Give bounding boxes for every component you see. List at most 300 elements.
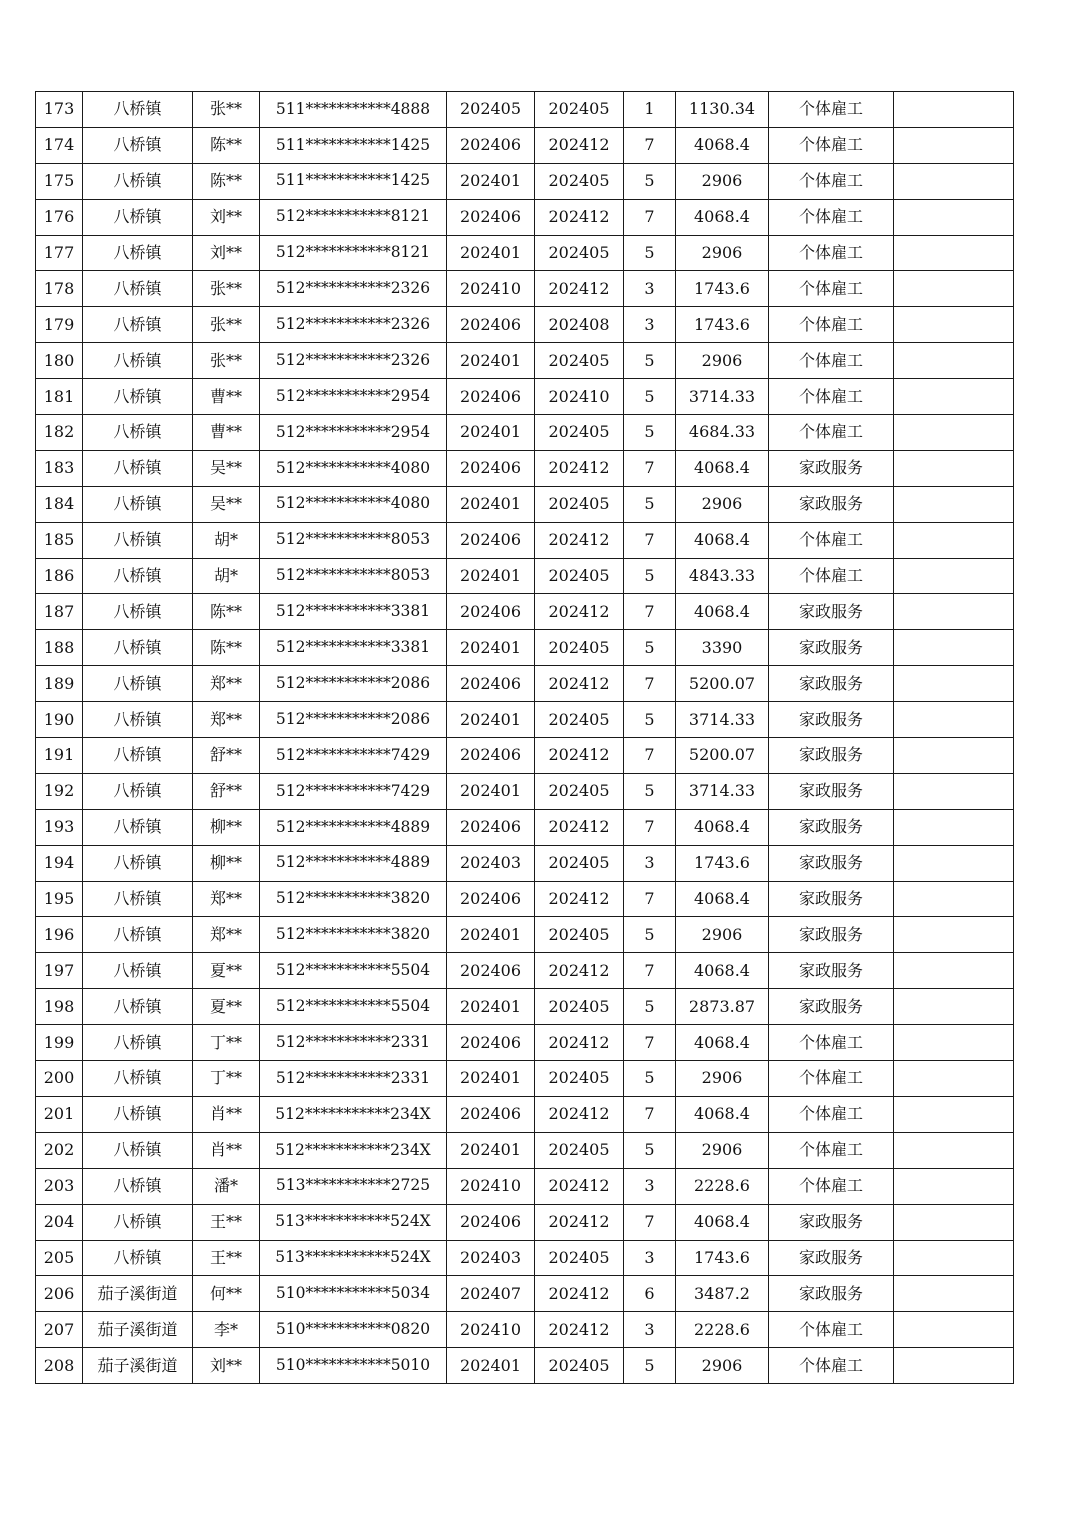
id-number-cell: 511***********4888 (260, 92, 447, 128)
end-month-cell: 202410 (535, 379, 624, 415)
remark-cell (894, 881, 1014, 917)
row-number-cell: 200 (36, 1061, 83, 1097)
remark-cell (894, 1204, 1014, 1240)
end-month-cell: 202412 (535, 1312, 624, 1348)
row-number-cell: 204 (36, 1204, 83, 1240)
month-count-cell: 3 (624, 271, 676, 307)
row-number-cell: 177 (36, 235, 83, 271)
month-count-cell: 7 (624, 738, 676, 774)
category-cell: 家政服务 (769, 1276, 894, 1312)
remark-cell (894, 809, 1014, 845)
table-row (36, 1061, 1014, 1097)
name-cell: 肖** (193, 1096, 260, 1132)
start-month-cell: 202401 (447, 163, 535, 199)
town-cell: 八桥镇 (83, 558, 193, 594)
table-row (36, 881, 1014, 917)
month-count-cell: 7 (624, 450, 676, 486)
month-count-cell: 5 (624, 415, 676, 451)
row-number-cell: 182 (36, 415, 83, 451)
category-cell: 家政服务 (769, 702, 894, 738)
id-number-cell: 512***********234X (260, 1096, 447, 1132)
id-number-cell: 512***********2954 (260, 379, 447, 415)
end-month-cell: 202405 (535, 702, 624, 738)
id-number-cell: 512***********8121 (260, 235, 447, 271)
town-cell: 茄子溪街道 (83, 1348, 193, 1384)
start-month-cell: 202401 (447, 486, 535, 522)
town-cell: 八桥镇 (83, 1061, 193, 1097)
remark-cell (894, 953, 1014, 989)
remark-cell (894, 702, 1014, 738)
start-month-cell: 202410 (447, 271, 535, 307)
name-cell: 郑** (193, 881, 260, 917)
amount-cell: 2906 (676, 343, 769, 379)
id-number-cell: 512***********2326 (260, 307, 447, 343)
town-cell: 八桥镇 (83, 738, 193, 774)
month-count-cell: 3 (624, 1240, 676, 1276)
table-row (36, 1348, 1014, 1384)
month-count-cell: 3 (624, 307, 676, 343)
remark-cell (894, 558, 1014, 594)
remark-cell (894, 1061, 1014, 1097)
end-month-cell: 202405 (535, 1132, 624, 1168)
id-number-cell: 512***********2331 (260, 1061, 447, 1097)
category-cell: 个体雇工 (769, 1168, 894, 1204)
start-month-cell: 202406 (447, 881, 535, 917)
amount-cell: 3487.2 (676, 1276, 769, 1312)
month-count-cell: 7 (624, 127, 676, 163)
town-cell: 茄子溪街道 (83, 1276, 193, 1312)
amount-cell: 4068.4 (676, 1204, 769, 1240)
table-row (36, 127, 1014, 163)
remark-cell (894, 379, 1014, 415)
name-cell: 胡* (193, 558, 260, 594)
start-month-cell: 202406 (447, 307, 535, 343)
name-cell: 胡* (193, 522, 260, 558)
id-number-cell: 511***********1425 (260, 127, 447, 163)
id-number-cell: 512***********4080 (260, 486, 447, 522)
row-number-cell: 208 (36, 1348, 83, 1384)
category-cell: 个体雇工 (769, 1132, 894, 1168)
month-count-cell: 5 (624, 1132, 676, 1168)
table-row (36, 666, 1014, 702)
row-number-cell: 175 (36, 163, 83, 199)
month-count-cell: 5 (624, 1061, 676, 1097)
id-number-cell: 511***********1425 (260, 163, 447, 199)
end-month-cell: 202405 (535, 773, 624, 809)
start-month-cell: 202407 (447, 1276, 535, 1312)
name-cell: 刘** (193, 235, 260, 271)
end-month-cell: 202405 (535, 415, 624, 451)
amount-cell: 1743.6 (676, 307, 769, 343)
id-number-cell: 512***********5504 (260, 953, 447, 989)
table-row (36, 92, 1014, 128)
end-month-cell: 202405 (535, 917, 624, 953)
amount-cell: 5200.07 (676, 666, 769, 702)
amount-cell: 2906 (676, 163, 769, 199)
name-cell: 张** (193, 92, 260, 128)
id-number-cell: 512***********3381 (260, 630, 447, 666)
end-month-cell: 202405 (535, 558, 624, 594)
name-cell: 陈** (193, 594, 260, 630)
end-month-cell: 202405 (535, 989, 624, 1025)
category-cell: 家政服务 (769, 953, 894, 989)
table-row (36, 630, 1014, 666)
remark-cell (894, 271, 1014, 307)
table-body (36, 92, 1014, 1384)
amount-cell: 4684.33 (676, 415, 769, 451)
category-cell: 家政服务 (769, 809, 894, 845)
id-number-cell: 512***********2331 (260, 1025, 447, 1061)
town-cell: 八桥镇 (83, 917, 193, 953)
remark-cell (894, 1025, 1014, 1061)
remark-cell (894, 989, 1014, 1025)
remark-cell (894, 92, 1014, 128)
row-number-cell: 191 (36, 738, 83, 774)
town-cell: 八桥镇 (83, 594, 193, 630)
remark-cell (894, 235, 1014, 271)
id-number-cell: 510***********0820 (260, 1312, 447, 1348)
table-row (36, 845, 1014, 881)
town-cell: 八桥镇 (83, 1240, 193, 1276)
town-cell: 八桥镇 (83, 163, 193, 199)
category-cell: 家政服务 (769, 773, 894, 809)
table-row (36, 594, 1014, 630)
row-number-cell: 196 (36, 917, 83, 953)
start-month-cell: 202406 (447, 199, 535, 235)
start-month-cell: 202401 (447, 630, 535, 666)
start-month-cell: 202401 (447, 989, 535, 1025)
table-row (36, 271, 1014, 307)
table-row (36, 1132, 1014, 1168)
town-cell: 八桥镇 (83, 92, 193, 128)
start-month-cell: 202406 (447, 522, 535, 558)
row-number-cell: 180 (36, 343, 83, 379)
id-number-cell: 512***********2086 (260, 702, 447, 738)
amount-cell: 3714.33 (676, 702, 769, 738)
name-cell: 刘** (193, 1348, 260, 1384)
month-count-cell: 5 (624, 773, 676, 809)
category-cell: 个体雇工 (769, 1025, 894, 1061)
name-cell: 夏** (193, 989, 260, 1025)
month-count-cell: 5 (624, 379, 676, 415)
id-number-cell: 512***********4889 (260, 845, 447, 881)
month-count-cell: 5 (624, 630, 676, 666)
row-number-cell: 173 (36, 92, 83, 128)
start-month-cell: 202403 (447, 1240, 535, 1276)
town-cell: 八桥镇 (83, 486, 193, 522)
town-cell: 八桥镇 (83, 845, 193, 881)
month-count-cell: 5 (624, 486, 676, 522)
start-month-cell: 202406 (447, 1096, 535, 1132)
amount-cell: 2906 (676, 1132, 769, 1168)
end-month-cell: 202405 (535, 92, 624, 128)
table-row (36, 917, 1014, 953)
row-number-cell: 198 (36, 989, 83, 1025)
name-cell: 丁** (193, 1025, 260, 1061)
category-cell: 个体雇工 (769, 522, 894, 558)
month-count-cell: 7 (624, 522, 676, 558)
name-cell: 郑** (193, 666, 260, 702)
category-cell: 个体雇工 (769, 1312, 894, 1348)
category-cell: 家政服务 (769, 486, 894, 522)
name-cell: 王** (193, 1204, 260, 1240)
name-cell: 肖** (193, 1132, 260, 1168)
row-number-cell: 189 (36, 666, 83, 702)
category-cell: 家政服务 (769, 666, 894, 702)
month-count-cell: 5 (624, 702, 676, 738)
row-number-cell: 174 (36, 127, 83, 163)
name-cell: 何** (193, 1276, 260, 1312)
table-row (36, 486, 1014, 522)
name-cell: 曹** (193, 415, 260, 451)
town-cell: 八桥镇 (83, 881, 193, 917)
table-row (36, 738, 1014, 774)
end-month-cell: 202412 (535, 881, 624, 917)
end-month-cell: 202405 (535, 235, 624, 271)
remark-cell (894, 1240, 1014, 1276)
table-row (36, 379, 1014, 415)
row-number-cell: 185 (36, 522, 83, 558)
category-cell: 家政服务 (769, 1240, 894, 1276)
start-month-cell: 202410 (447, 1312, 535, 1348)
town-cell: 茄子溪街道 (83, 1312, 193, 1348)
table-row (36, 1168, 1014, 1204)
town-cell: 八桥镇 (83, 271, 193, 307)
start-month-cell: 202401 (447, 1132, 535, 1168)
name-cell: 柳** (193, 845, 260, 881)
id-number-cell: 512***********2086 (260, 666, 447, 702)
town-cell: 八桥镇 (83, 1204, 193, 1240)
start-month-cell: 202406 (447, 127, 535, 163)
name-cell: 柳** (193, 809, 260, 845)
start-month-cell: 202406 (447, 738, 535, 774)
amount-cell: 3714.33 (676, 773, 769, 809)
category-cell: 个体雇工 (769, 1348, 894, 1384)
start-month-cell: 202406 (447, 1204, 535, 1240)
table-row (36, 1240, 1014, 1276)
end-month-cell: 202412 (535, 1168, 624, 1204)
end-month-cell: 202405 (535, 1348, 624, 1384)
amount-cell: 1743.6 (676, 845, 769, 881)
month-count-cell: 5 (624, 343, 676, 379)
start-month-cell: 202401 (447, 917, 535, 953)
row-number-cell: 176 (36, 199, 83, 235)
remark-cell (894, 738, 1014, 774)
town-cell: 八桥镇 (83, 953, 193, 989)
start-month-cell: 202406 (447, 450, 535, 486)
start-month-cell: 202406 (447, 666, 535, 702)
amount-cell: 2873.87 (676, 989, 769, 1025)
name-cell: 张** (193, 343, 260, 379)
month-count-cell: 7 (624, 666, 676, 702)
remark-cell (894, 845, 1014, 881)
end-month-cell: 202412 (535, 1204, 624, 1240)
id-number-cell: 512***********7429 (260, 738, 447, 774)
town-cell: 八桥镇 (83, 199, 193, 235)
start-month-cell: 202405 (447, 92, 535, 128)
end-month-cell: 202412 (535, 1096, 624, 1132)
category-cell: 个体雇工 (769, 379, 894, 415)
name-cell: 张** (193, 307, 260, 343)
table-row (36, 558, 1014, 594)
amount-cell: 4068.4 (676, 881, 769, 917)
month-count-cell: 7 (624, 1025, 676, 1061)
end-month-cell: 202412 (535, 522, 624, 558)
end-month-cell: 202412 (535, 450, 624, 486)
name-cell: 丁** (193, 1061, 260, 1097)
end-month-cell: 202405 (535, 845, 624, 881)
town-cell: 八桥镇 (83, 235, 193, 271)
month-count-cell: 7 (624, 1204, 676, 1240)
start-month-cell: 202406 (447, 809, 535, 845)
amount-cell: 3714.33 (676, 379, 769, 415)
remark-cell (894, 486, 1014, 522)
month-count-cell: 7 (624, 953, 676, 989)
row-number-cell: 195 (36, 881, 83, 917)
id-number-cell: 513***********524X (260, 1240, 447, 1276)
id-number-cell: 512***********8053 (260, 522, 447, 558)
name-cell: 舒** (193, 738, 260, 774)
table-row (36, 1276, 1014, 1312)
table-row (36, 1204, 1014, 1240)
remark-cell (894, 343, 1014, 379)
remark-cell (894, 594, 1014, 630)
town-cell: 八桥镇 (83, 1025, 193, 1061)
end-month-cell: 202412 (535, 1276, 624, 1312)
row-number-cell: 192 (36, 773, 83, 809)
table-row (36, 343, 1014, 379)
table-row (36, 450, 1014, 486)
row-number-cell: 179 (36, 307, 83, 343)
row-number-cell: 201 (36, 1096, 83, 1132)
id-number-cell: 512***********5504 (260, 989, 447, 1025)
town-cell: 八桥镇 (83, 450, 193, 486)
amount-cell: 2228.6 (676, 1168, 769, 1204)
category-cell: 家政服务 (769, 450, 894, 486)
end-month-cell: 202408 (535, 307, 624, 343)
table-row (36, 773, 1014, 809)
town-cell: 八桥镇 (83, 702, 193, 738)
id-number-cell: 512***********4889 (260, 809, 447, 845)
name-cell: 张** (193, 271, 260, 307)
category-cell: 个体雇工 (769, 1096, 894, 1132)
amount-cell: 3390 (676, 630, 769, 666)
start-month-cell: 202401 (447, 415, 535, 451)
category-cell: 个体雇工 (769, 199, 894, 235)
row-number-cell: 187 (36, 594, 83, 630)
id-number-cell: 512***********234X (260, 1132, 447, 1168)
month-count-cell: 5 (624, 1348, 676, 1384)
name-cell: 吴** (193, 450, 260, 486)
category-cell: 个体雇工 (769, 163, 894, 199)
town-cell: 八桥镇 (83, 379, 193, 415)
table-row (36, 415, 1014, 451)
amount-cell: 4068.4 (676, 199, 769, 235)
amount-cell: 4068.4 (676, 522, 769, 558)
category-cell: 家政服务 (769, 989, 894, 1025)
row-number-cell: 207 (36, 1312, 83, 1348)
row-number-cell: 183 (36, 450, 83, 486)
amount-cell: 1130.34 (676, 92, 769, 128)
amount-cell: 2906 (676, 486, 769, 522)
month-count-cell: 5 (624, 989, 676, 1025)
category-cell: 家政服务 (769, 630, 894, 666)
category-cell: 个体雇工 (769, 271, 894, 307)
end-month-cell: 202412 (535, 127, 624, 163)
row-number-cell: 193 (36, 809, 83, 845)
town-cell: 八桥镇 (83, 666, 193, 702)
remark-cell (894, 1132, 1014, 1168)
month-count-cell: 3 (624, 845, 676, 881)
town-cell: 八桥镇 (83, 989, 193, 1025)
month-count-cell: 1 (624, 92, 676, 128)
month-count-cell: 5 (624, 558, 676, 594)
id-number-cell: 513***********524X (260, 1204, 447, 1240)
table-row (36, 1025, 1014, 1061)
amount-cell: 2906 (676, 235, 769, 271)
remark-cell (894, 773, 1014, 809)
town-cell: 八桥镇 (83, 415, 193, 451)
remark-cell (894, 1276, 1014, 1312)
category-cell: 个体雇工 (769, 558, 894, 594)
remark-cell (894, 1348, 1014, 1384)
amount-cell: 4068.4 (676, 1025, 769, 1061)
name-cell: 陈** (193, 163, 260, 199)
amount-cell: 1743.6 (676, 1240, 769, 1276)
row-number-cell: 205 (36, 1240, 83, 1276)
month-count-cell: 3 (624, 1168, 676, 1204)
month-count-cell: 7 (624, 881, 676, 917)
amount-cell: 2906 (676, 1061, 769, 1097)
table-row (36, 702, 1014, 738)
month-count-cell: 3 (624, 1312, 676, 1348)
category-cell: 家政服务 (769, 1204, 894, 1240)
month-count-cell: 6 (624, 1276, 676, 1312)
remark-cell (894, 522, 1014, 558)
category-cell: 个体雇工 (769, 127, 894, 163)
table-row (36, 522, 1014, 558)
id-number-cell: 512***********8121 (260, 199, 447, 235)
remark-cell (894, 450, 1014, 486)
remark-cell (894, 163, 1014, 199)
end-month-cell: 202412 (535, 199, 624, 235)
id-number-cell: 512***********8053 (260, 558, 447, 594)
name-cell: 陈** (193, 630, 260, 666)
category-cell: 个体雇工 (769, 307, 894, 343)
table-row (36, 235, 1014, 271)
amount-cell: 4068.4 (676, 953, 769, 989)
category-cell: 个体雇工 (769, 235, 894, 271)
row-number-cell: 190 (36, 702, 83, 738)
table-row (36, 1096, 1014, 1132)
town-cell: 八桥镇 (83, 522, 193, 558)
id-number-cell: 513***********2725 (260, 1168, 447, 1204)
amount-cell: 4068.4 (676, 1096, 769, 1132)
end-month-cell: 202412 (535, 1025, 624, 1061)
amount-cell: 4843.33 (676, 558, 769, 594)
row-number-cell: 184 (36, 486, 83, 522)
table-row (36, 1312, 1014, 1348)
month-count-cell: 7 (624, 809, 676, 845)
start-month-cell: 202406 (447, 594, 535, 630)
town-cell: 八桥镇 (83, 773, 193, 809)
start-month-cell: 202401 (447, 558, 535, 594)
end-month-cell: 202412 (535, 953, 624, 989)
row-number-cell: 206 (36, 1276, 83, 1312)
town-cell: 八桥镇 (83, 1168, 193, 1204)
amount-cell: 2228.6 (676, 1312, 769, 1348)
name-cell: 曹** (193, 379, 260, 415)
